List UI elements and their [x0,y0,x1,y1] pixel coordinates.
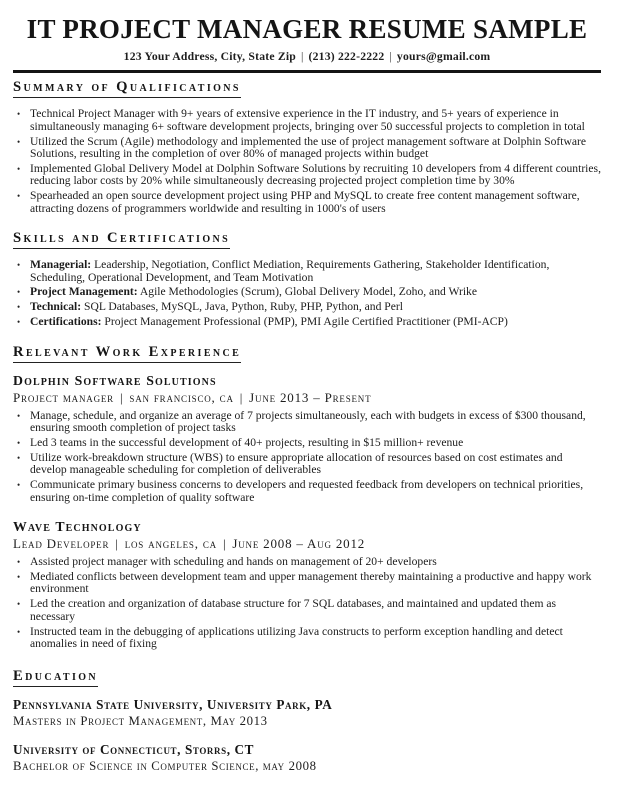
skill-category-text: Project Management Professional (PMP), PMI Agile Certified Practitioner (PMI-ACP) [101,315,508,329]
list-item [13,316,601,328]
bullet-icon: • [17,136,21,147]
job-bullet-list [13,410,601,504]
job-entry-dolphin [13,373,601,504]
section-education [13,668,601,774]
company-name: Dolphin Software Solutions [13,372,217,388]
bullet-text: Instructed team in the debugging of applications utilizing Java constructs to perform exception handling and detect anomalies in need of fixing [30,624,563,650]
education-entry [13,697,601,729]
skill-category-text: Leadership, Negotiation, Conflict Mediation, Requirements Gathering, Stakeholder Identification, Scheduling, Operational Development, and Team Motivation [30,258,550,284]
job-role: Project manager [13,389,114,405]
skill-category-label: Technical: [30,300,82,314]
section-heading-skills [13,230,601,249]
job-dates: June 2013 – Present [249,389,372,405]
bullet-icon: • [17,599,21,610]
list-item [13,136,601,161]
list-item [13,259,601,284]
pipe-separator: | [300,50,304,64]
job-dates: June 2008 – Aug 2012 [232,535,366,551]
bullet-text [30,316,601,328]
skill-category-text: Agile Methodologies (Scrum), Global Delivery Model, Zoho, and Wrike [137,285,477,299]
contact-line [13,50,601,63]
list-item [13,190,601,215]
skill-category-label: Managerial: [30,258,92,272]
bullet-icon: • [17,437,21,448]
list-item [13,626,601,651]
list-item [13,452,601,477]
school-name: Pennsylvania State University, University Park, PA [13,697,333,713]
job-role: Lead Developer [13,535,110,551]
section-heading-text: Relevant Work Experience [13,344,241,363]
bullet-text: Led 3 teams in the successful development of 40+ projects, resulting in $15 million+ revenue [30,435,464,449]
bullet-icon: • [17,163,21,174]
education-entry [13,742,601,774]
section-heading-text: Skills and Certifications [13,230,230,249]
skill-category-text: SQL Databases, MySQL, Java, Python, Ruby, PHP, Python, and Perl [81,300,403,314]
section-heading-text: Summary of Qualifications [13,79,241,98]
bullet-icon: • [17,410,21,421]
bullet-icon: • [17,317,21,328]
bullet-icon: • [17,191,21,202]
job-bullet-list [13,556,601,650]
contact-address: 123 Your Address, City, State Zip [123,50,296,64]
bullet-text: Communicate primary business concerns to developers and requested feedback from developers on technical priorities, ensuring on-time completion of quality software [30,478,584,504]
bullet-text [30,301,601,313]
bullet-icon: • [17,626,21,637]
pipe-separator: | [389,50,392,64]
degree-line: Masters in Project Management, May 2013 [13,714,268,729]
job-entry-wave [13,519,601,650]
job-title-line [13,390,601,406]
list-item [13,556,601,568]
header-divider [13,70,601,73]
list-item [13,108,601,133]
contact-email: yours@gmail.com [396,50,491,64]
list-item [13,479,601,504]
section-heading-text: Education [13,668,98,687]
list-item [13,286,601,298]
bullet-text: Mediated conflicts between development team and upper management thereby maintaining a productive and happy work environment [30,569,592,596]
skills-bullet-list [13,259,601,329]
resume-header [13,15,601,73]
bullet-text: Utilize work-breakdown structure (WBS) to ensure appropriate allocation of resources based on cost estimates and develop manageable scheduling for completion of deliverables [30,450,563,477]
bullet-icon: • [17,556,21,567]
bullet-icon: • [17,260,21,271]
section-summary [13,79,601,215]
pipe-separator: | [119,389,124,405]
job-location: san francisco, ca [129,389,234,405]
school-name: University of Connecticut, Storrs, CT [13,742,255,758]
bullet-text [30,286,601,298]
bullet-text: Spearheaded an open source development project using PHP and MySQL to create free content management software, attracting dozens of programmers worldwide and resulting in 1000's of users [30,189,580,215]
bullet-text: Utilized the Scrum (Agile) methodology and implemented the use of project management software at Dolphin Software Solutions, resulting in the completion of over 80% of managed projects within budget [30,134,587,161]
contact-phone: (213) 222-2222 [308,50,385,64]
bullet-icon: • [17,302,21,313]
bullet-text: Assisted project manager with scheduling and hands on management of 20+ developers [30,554,437,568]
section-heading-experience [13,344,601,363]
bullet-text: Technical Project Manager with 9+ years of extensive experience in the IT industry, and 5+ years of experience in simultaneously managing 6+ software development projects, bringing over 50 successful projects to completion in total [30,107,585,133]
list-item [13,163,601,188]
pipe-separator: | [115,535,119,551]
company-name: Wave Technology [13,518,142,534]
summary-bullet-list [13,108,601,215]
skill-category-label: Certifications: [30,315,102,329]
section-experience [13,344,601,651]
bullet-text [30,259,601,284]
job-location: los angeles, ca [124,535,217,551]
bullet-icon: • [17,109,21,120]
list-item [13,410,601,435]
page-title: IT PROJECT MANAGER RESUME SAMPLE [26,14,588,44]
skill-category-label: Project Management: [30,285,138,299]
section-heading-summary [13,79,601,98]
bullet-icon: • [17,480,21,491]
pipe-separator: | [239,389,244,405]
bullet-text: Manage, schedule, and organize an average of 7 projects simultaneously, each with budgets in excess of $300 thousand, ensuring smooth completion of project tasks [30,408,586,435]
degree-line: Bachelor of Science in Computer Science, may 2008 [13,759,317,774]
bullet-icon: • [17,452,21,463]
job-title-line [13,536,601,552]
list-item [13,571,601,596]
list-item [13,301,601,313]
bullet-icon: • [17,571,21,582]
pipe-separator: | [222,535,227,551]
bullet-icon: • [17,287,21,298]
list-item [13,437,601,449]
list-item [13,598,601,623]
section-skills [13,230,601,329]
bullet-text: Led the creation and organization of database structure for 7 SQL databases, and maintained and updated them as necessary [30,597,557,623]
bullet-text: Implemented Global Delivery Model at Dolphin Software Solutions by recruiting 10 developers from 4 different countries, reducing labor costs by 20% while simultaneously decreasing projected project completion time by 30% [30,161,601,188]
section-heading-education [13,668,601,687]
